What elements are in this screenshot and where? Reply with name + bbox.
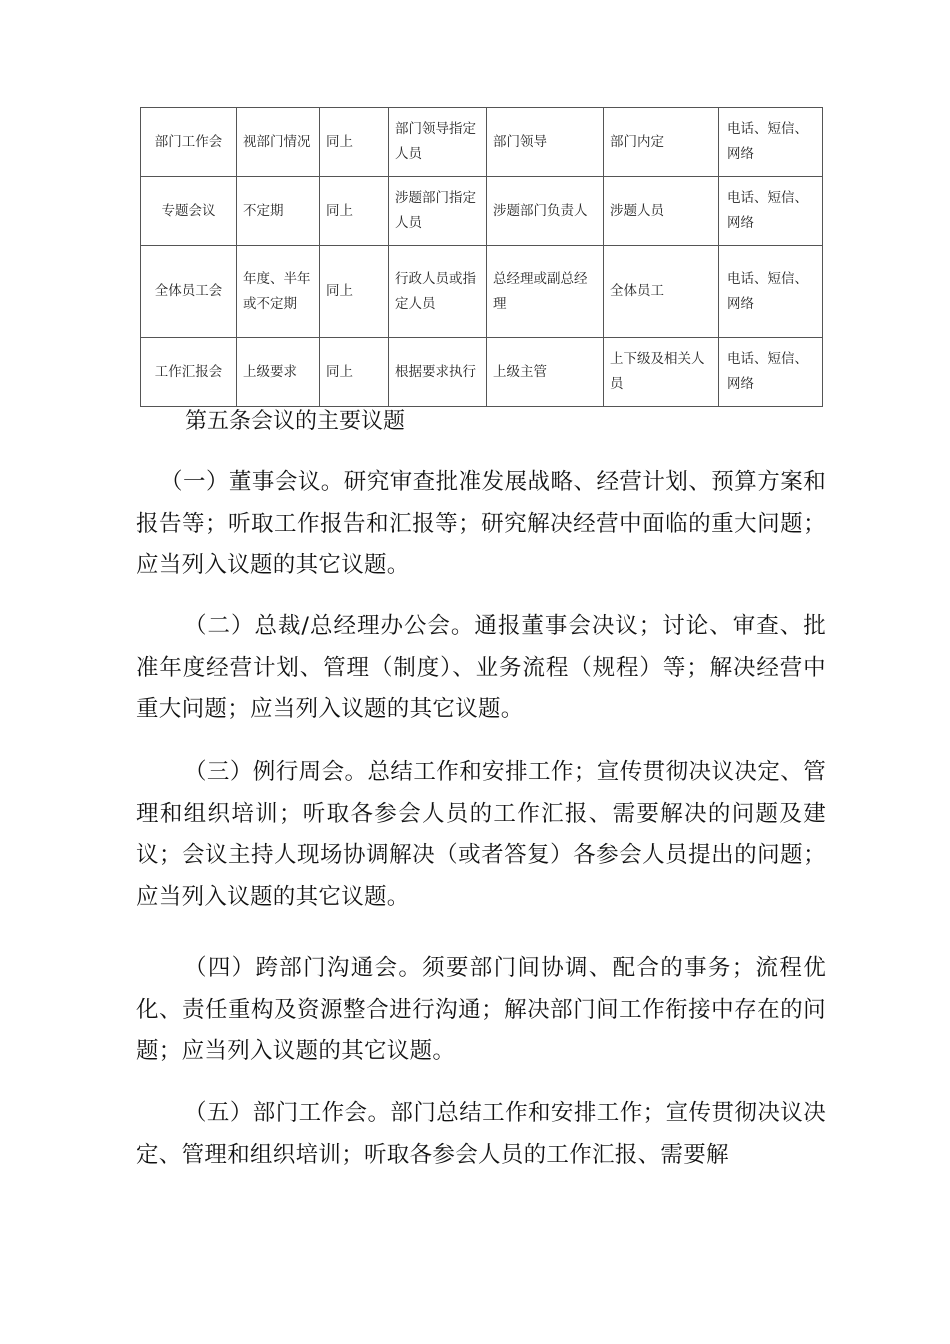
table-cell: 同上	[320, 338, 389, 407]
table-cell: 同上	[320, 108, 389, 177]
table-row	[141, 338, 823, 407]
table-cell: 不定期	[237, 177, 320, 246]
table-cell: 部门内定	[604, 108, 719, 177]
table-cell: 电话、短信、网络	[719, 246, 823, 338]
table-cell: 部门工作会	[141, 108, 237, 177]
table-cell: 电话、短信、网络	[719, 108, 823, 177]
table-cell: 涉题人员	[604, 177, 719, 246]
table-cell: 上级主管	[487, 338, 604, 407]
table-cell: 部门领导	[487, 108, 604, 177]
table-cell: 上级要求	[237, 338, 320, 407]
table-cell: 专题会议	[141, 177, 237, 246]
paragraph-cross-department-meeting: （四）跨部门沟通会。须要部门间协调、配合的事务；流程优化、责任重构及资源整合进行沟通；解决部门间工作衔接中存在的问题；应当列入议题的其它议题。	[136, 955, 826, 1064]
paragraph-department-meeting: （五）部门工作会。部门总结工作和安排工作；宣传贯彻决议决定、管理和组织培训；听取各参会人员的工作汇报、需要解	[136, 1100, 826, 1168]
meeting-table	[140, 107, 823, 407]
article-title: 第五条会议的主要议题	[185, 409, 406, 434]
table-cell: 行政人员或指定人员	[389, 246, 487, 338]
table-cell: 全体员工	[604, 246, 719, 338]
table-cell: 同上	[320, 177, 389, 246]
table-cell: 部门领导指定人员	[389, 108, 487, 177]
table-row	[141, 246, 823, 338]
table-row	[141, 108, 823, 177]
table-cell: 涉题部门指定人员	[389, 177, 487, 246]
paragraph-weekly-meeting: （三）例行周会。总结工作和安排工作；宣传贯彻决议决定、管理和组织培训；听取各参会人员的工作汇报、需要解决的问题及建议；会议主持人现场协调解决（或者答复）各参会人员提出的问题；应当列入议题的其它议题。	[136, 759, 826, 910]
table-cell: 同上	[320, 246, 389, 338]
table-cell: 涉题部门负责人	[487, 177, 604, 246]
table-cell: 电话、短信、网络	[719, 177, 823, 246]
table-cell: 视部门情况	[237, 108, 320, 177]
table-row	[141, 177, 823, 246]
table-cell: 上下级及相关人员	[604, 338, 719, 407]
table-cell: 电话、短信、网络	[719, 338, 823, 407]
table-cell: 年度、半年或不定期	[237, 246, 320, 338]
paragraph-executive-meeting: （二）总裁/总经理办公会。通报董事会决议；讨论、审查、批准年度经营计划、管理（制度）、业务流程（规程）等；解决经营中重大问题；应当列入议题的其它议题。	[136, 613, 826, 722]
paragraph-board-meeting: （一）董事会议。研究审查批准发展战略、经营计划、预算方案和报告等；听取工作报告和汇报等；研究解决经营中面临的重大问题；应当列入议题的其它议题。	[136, 469, 826, 578]
table-cell: 全体员工会	[141, 246, 237, 338]
table-cell: 根据要求执行	[389, 338, 487, 407]
table-cell: 工作汇报会	[141, 338, 237, 407]
table-cell: 总经理或副总经理	[487, 246, 604, 338]
